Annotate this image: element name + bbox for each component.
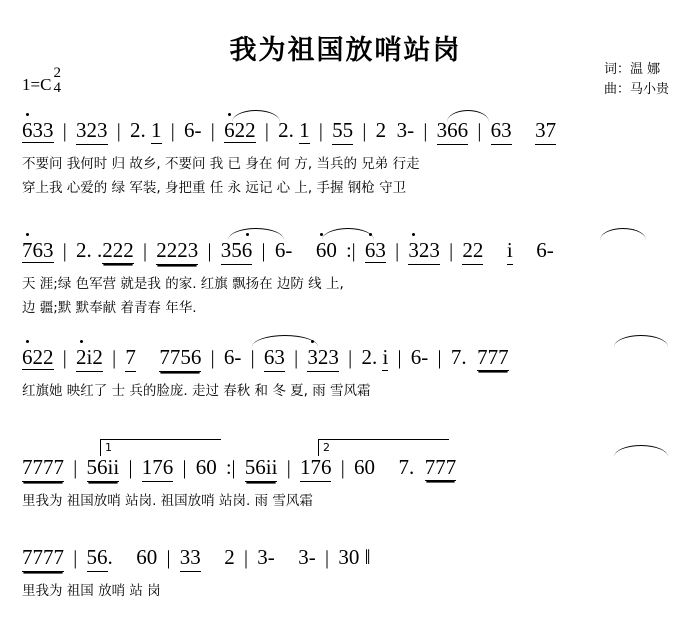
system-1-lyrics-verse2: 穿上我 心爱的 绿 军装, 身把重 任 永 远记 心 上, 手握 钢枪 守卫: [22, 180, 407, 196]
final-barline: ‖: [364, 545, 371, 569]
system-2: [0, 238, 691, 320]
system-4-notes: 7777 | 56ii | 176 | 60 :| 56ii | 176 | 60 7. 777: [0, 455, 691, 489]
system-4-lyrics-verse1: 里我为 祖国放哨 站岗. 祖国放哨 站岗. 雨 雪风霜: [22, 493, 313, 509]
slur: [228, 228, 284, 240]
slur: [232, 110, 280, 122]
credit-lyricist: 词：温 娜: [603, 62, 661, 77]
system-1: [0, 118, 691, 200]
slur: [614, 335, 668, 347]
slur: [322, 228, 374, 240]
slur: [600, 228, 646, 240]
system-3: [0, 345, 691, 403]
system-4: [0, 441, 691, 513]
key-signature-prefix: 1=C: [22, 75, 52, 94]
time-signature: 2 4: [53, 65, 61, 96]
system-3-notes: 622 | 2i2 | 7 7756 | 6- | 63 | 323 | 2. i | 6- | 7. 777: [0, 345, 691, 379]
system-1-notes: 633 | 323 | 2. 1 | 6- | 622 | 2. 1 | 55 | 2 3- | 366 | 63 37: [0, 118, 691, 152]
second-ending-bracket: 2: [318, 439, 449, 456]
system-5-notes: 7777 | 56. 60 | 33 2 | 3- 3- | 30 ‖: [0, 545, 691, 579]
page-title: 我为祖国放哨站岗: [229, 35, 462, 66]
key-signature: [22, 66, 61, 96]
repeat-barline: :|: [225, 457, 236, 479]
system-3-lyrics-verse1: 红旗她 映红了 士 兵的脸庞. 走过 春秋 和 冬 夏, 雨 雪风霜: [22, 383, 371, 399]
slur: [614, 445, 668, 457]
slur: [447, 110, 489, 122]
credit-composer: 曲：马小贵: [603, 82, 669, 98]
repeat-barline: :|: [346, 240, 356, 262]
system-5-lyrics-verse1: 里我为 祖国 放哨 站 岗: [22, 583, 161, 599]
system-2-notes: 763 | 2. .222 | 2223 | 356 | 6- 60 :| 63 | 323 | 22 i 6-: [0, 238, 691, 272]
system-1-lyrics-verse1: 不要问 我何时 归 故乡, 不要问 我 已 身在 何 方, 当兵的 兄弟 行走: [22, 156, 420, 172]
credits: [604, 60, 669, 100]
first-ending-bracket: 1: [100, 439, 221, 456]
system-2-lyrics-verse1: 天 涯;绿 色军营 就是我 的家. 红旗 飘扬在 边防 线 上,: [22, 276, 344, 292]
system-5: [0, 545, 691, 603]
slur: [252, 335, 318, 347]
system-2-lyrics-verse2: 边 疆;默 默奉献 着青春 年华.: [22, 300, 197, 316]
